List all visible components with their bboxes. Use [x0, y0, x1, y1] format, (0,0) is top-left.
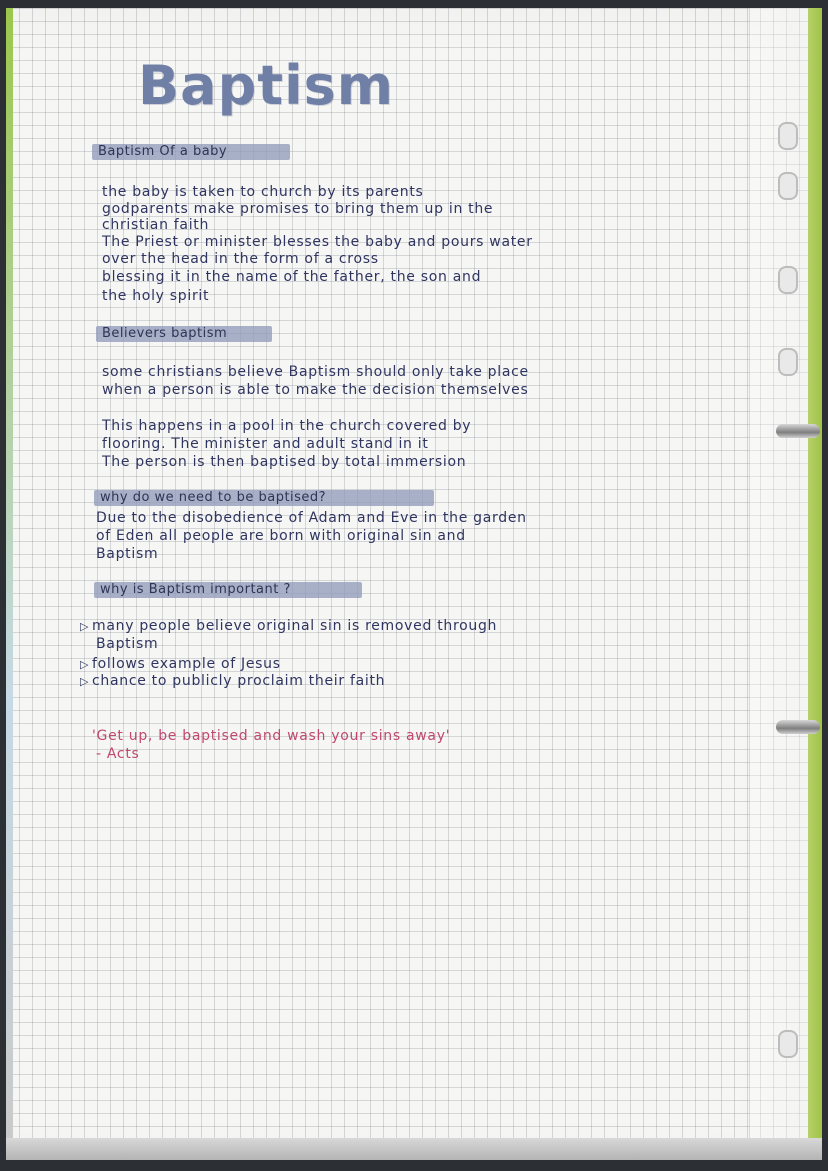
- text-line: of Eden all people are born with original sin and: [96, 528, 466, 544]
- bullet-continuation: Baptism: [96, 636, 159, 652]
- triangle-bullet-icon: ▷: [80, 675, 90, 688]
- section-heading-believers: Believers baptism: [102, 326, 228, 341]
- text-line: some christians believe Baptism should only take place: [102, 364, 529, 380]
- section-heading-baby: Baptism Of a baby: [98, 144, 228, 159]
- triangle-bullet-icon: ▷: [80, 620, 90, 633]
- text-line: This happens in a pool in the church covered by: [102, 418, 472, 434]
- binder-edge: [808, 8, 822, 1160]
- text-line: christian faith: [102, 217, 210, 233]
- punch-hole: [778, 1030, 798, 1058]
- text-line: flooring. The minister and adult stand in it: [102, 436, 429, 452]
- punch-hole: [778, 172, 798, 200]
- text-line: over the head in the form of a cross: [102, 251, 379, 267]
- binder-ring: [776, 424, 820, 438]
- punch-hole: [778, 122, 798, 150]
- text-line: the baby is taken to church by its parents: [102, 184, 424, 200]
- notebook-page: [6, 8, 822, 1160]
- triangle-bullet-icon: ▷: [80, 658, 90, 671]
- bullet-item: ▷ many people believe original sin is removed through: [80, 618, 498, 634]
- text-line: The Priest or minister blesses the baby and pours water: [102, 234, 533, 250]
- section-heading-why-need: why do we need to be baptised?: [100, 490, 327, 505]
- page-title: Baptism: [138, 54, 394, 117]
- sleeve-bottom-edge: [6, 1138, 822, 1160]
- text-line: godparents make promises to bring them up in the: [102, 201, 494, 217]
- punch-hole: [778, 348, 798, 376]
- text-line: the holy spirit: [102, 288, 210, 304]
- page-left-edge: [6, 8, 13, 1160]
- bullet-item: ▷ follows example of Jesus: [80, 656, 281, 672]
- bullet-item: ▷ chance to publicly proclaim their faith: [80, 673, 386, 689]
- section-heading-why-important: why is Baptism important ?: [100, 582, 291, 597]
- text-line: blessing it in the name of the father, the son and: [102, 269, 482, 285]
- quote-text: 'Get up, be baptised and wash your sins away': [92, 728, 451, 744]
- text-line: The person is then baptised by total immersion: [102, 454, 467, 470]
- text-line: when a person is able to make the decision themselves: [102, 382, 529, 398]
- text-line: Baptism: [96, 546, 159, 562]
- text-line: Due to the disobedience of Adam and Eve in the garden: [96, 510, 527, 526]
- binder-ring: [776, 720, 820, 734]
- quote-source: - Acts: [96, 746, 140, 762]
- punch-hole: [778, 266, 798, 294]
